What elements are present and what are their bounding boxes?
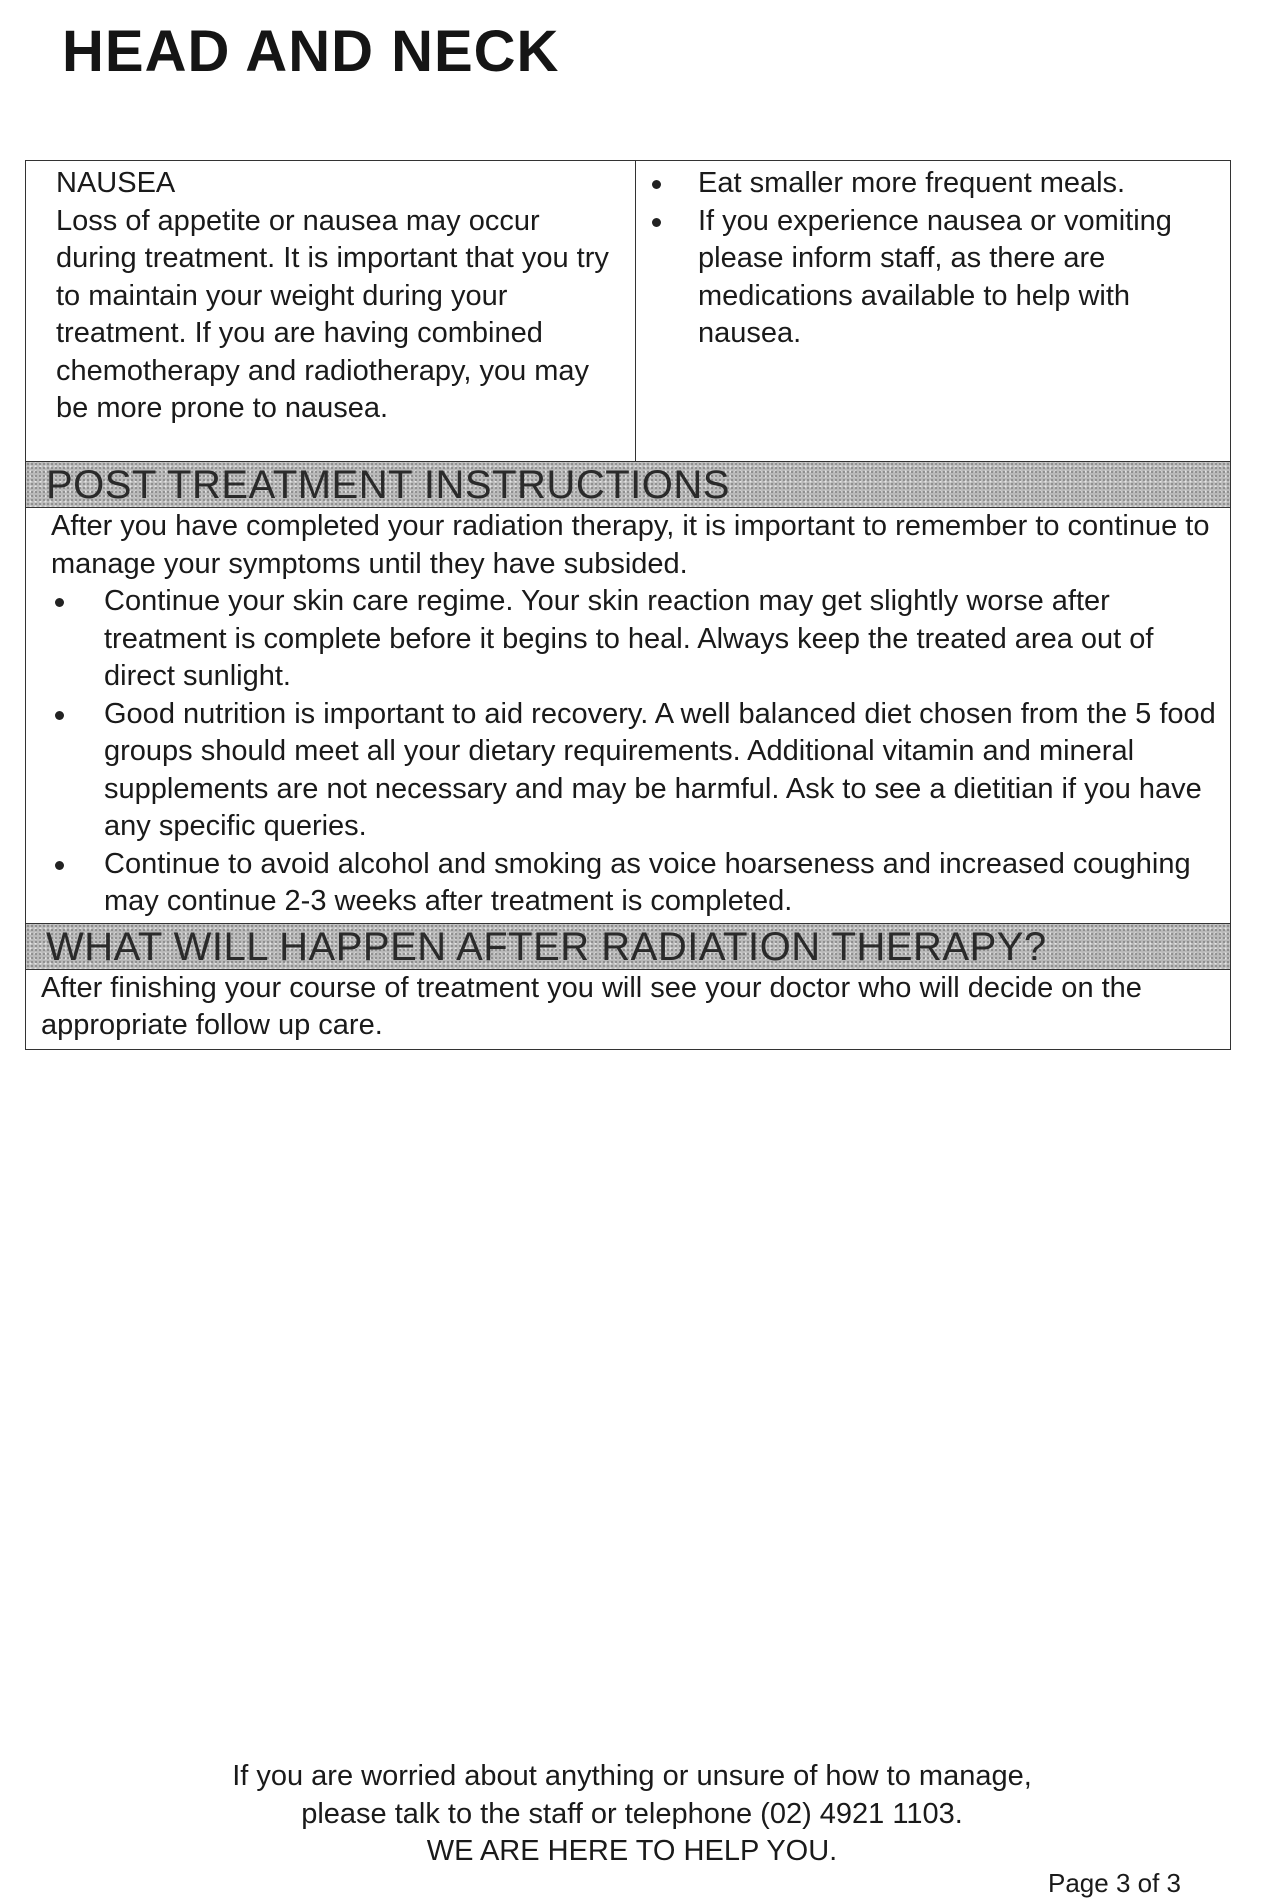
nausea-tips-cell (636, 161, 1230, 461)
after-therapy-body (26, 970, 1230, 1049)
footer-line-3: WE ARE HERE TO HELP YOU. (426, 1835, 838, 1867)
list-item (51, 846, 1220, 921)
post-treatment-heading: POST TREATMENT INSTRUCTIONS (26, 462, 1230, 508)
bullet-icon (55, 861, 64, 870)
nausea-row (26, 161, 1230, 462)
bullet-icon (55, 711, 64, 720)
bullet-icon (652, 180, 661, 189)
post-treatment-list (51, 583, 1220, 921)
after-therapy-heading: WHAT WILL HAPPEN AFTER RADIATION THERAPY? (26, 924, 1230, 970)
footer-line-1: If you are worried about anything or unsure of how to manage, (232, 1760, 1032, 1792)
list-item (51, 696, 1220, 846)
bullet-icon (652, 218, 661, 227)
post-treatment-item-text: Continue to avoid alcohol and smoking as voice hoarseness and increased coughing may continue 2-3 weeks after treatment is completed. (104, 847, 1191, 917)
list-item (648, 203, 1220, 353)
list-item (51, 583, 1220, 696)
list-item (648, 165, 1220, 203)
post-treatment-item-text: Good nutrition is important to aid recovery. A well balanced diet chosen from the 5 food groups should meet all your dietary requirements. Additional vitamin and mineral supplements are not necessary and may be harmful. Ask to see a dietitian if you have any specific queries. (104, 697, 1216, 842)
bullet-icon (55, 598, 64, 607)
nausea-paragraph: Loss of appetite or nausea may occur during treatment. It is important that you try to maintain your weight during your treatment. If you are having combined chemotherapy and radiotherapy, you may be more prone to nausea. (56, 204, 609, 424)
info-table (25, 160, 1231, 1050)
post-treatment-body (26, 508, 1230, 924)
nausea-description-cell (26, 161, 636, 461)
nausea-tips-list (648, 165, 1220, 353)
footer-line-2: please talk to the staff or telephone (02) 4921 1103. (301, 1797, 963, 1830)
page-title: HEAD AND NECK (62, 19, 560, 84)
page-number: Page 3 of 3 (1048, 1868, 1181, 1898)
after-therapy-text: After finishing your course of treatment you will see your doctor who will decide on the appropriate follow up care. (41, 971, 1142, 1041)
nausea-tip-text: If you experience nausea or vomiting please inform staff, as there are medications available to help with nausea. (698, 204, 1172, 349)
footer (0, 1758, 1264, 1871)
post-treatment-intro: After you have completed your radiation therapy, it is important to remember to continue to manage your symptoms until they have subsided. (51, 510, 1210, 580)
nausea-heading: NAUSEA (56, 167, 176, 199)
nausea-tip-text: Eat smaller more frequent meals. (698, 167, 1126, 199)
post-treatment-item-text: Continue your skin care regime. Your skin reaction may get slightly worse after treatment is complete before it begins to heal. Always keep the treated area out of direct sunlight. (104, 585, 1154, 692)
